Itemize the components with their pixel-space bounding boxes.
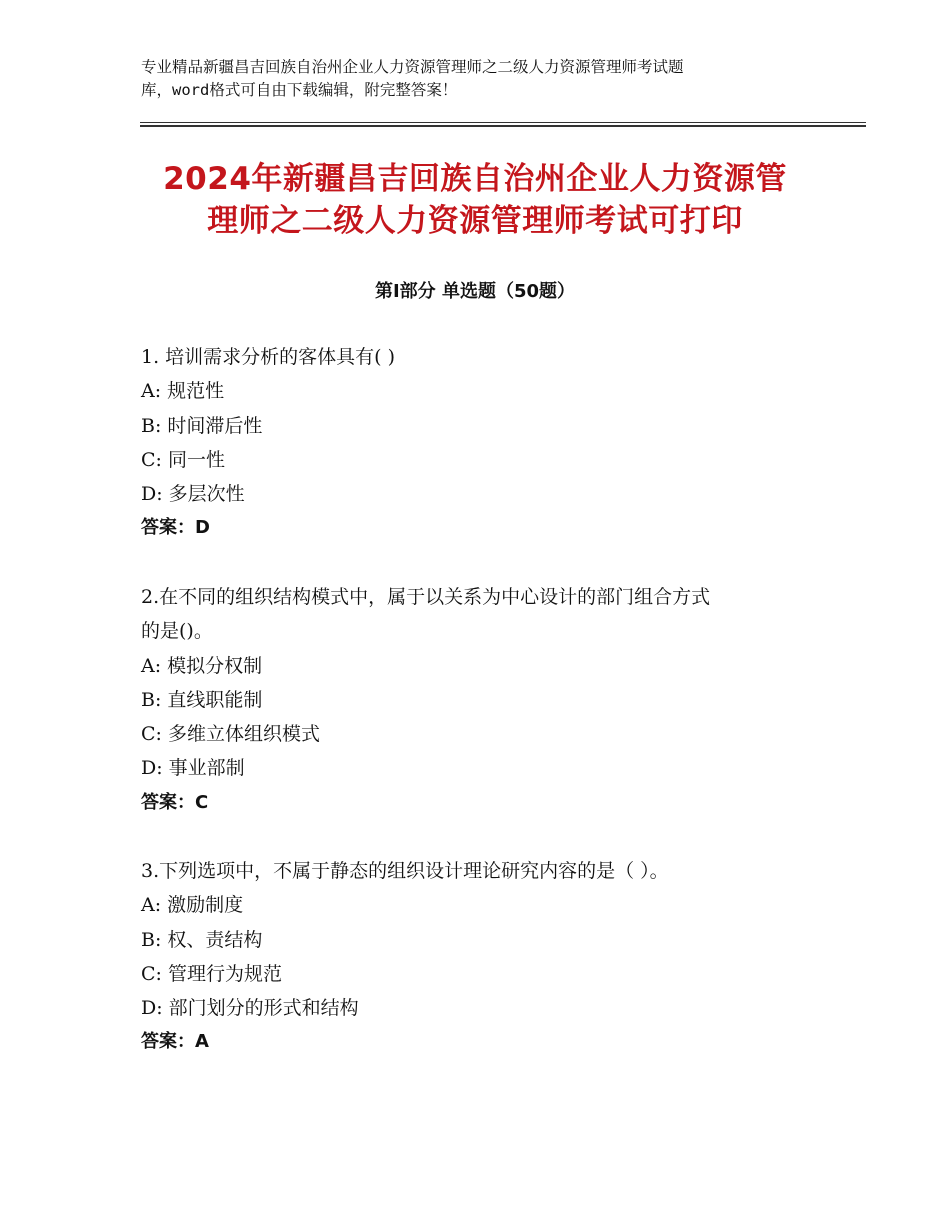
option-d: D: 部门划分的形式和结构 — [141, 997, 359, 1020]
section-heading: 第Ⅰ部分 单选题（50题） — [374, 281, 575, 302]
question-item — [141, 340, 821, 546]
document-title-line-2: 理师之二级人力资源管理师考试可打印 — [207, 203, 743, 239]
header-divider-thick — [140, 125, 866, 127]
option-d: D: 多层次性 — [141, 483, 245, 506]
document-title-line-1: 2024年新疆昌吉回族自治州企业人力资源管 — [163, 161, 787, 197]
option-b: B: 直线职能制 — [141, 688, 263, 711]
option-a: A: 模拟分权制 — [141, 654, 263, 677]
question-item — [141, 854, 821, 1060]
header-note-line-1: 专业精品新疆昌吉回族自治州企业人力资源管理师之二级人力资源管理师考试题 — [141, 58, 684, 76]
option-d: D: 事业部制 — [141, 757, 245, 780]
option-a: A: 激励制度 — [141, 894, 244, 917]
option-c: C: 多维立体组织模式 — [141, 723, 320, 746]
header-divider-thin — [140, 122, 866, 123]
document-title — [120, 158, 830, 242]
question-stem: 2.在不同的组织结构模式中，属于以关系为中心设计的部门组合方式 — [141, 586, 711, 608]
question-stem-continued: 的是()。 — [141, 620, 213, 643]
option-c: C: 管理行为规范 — [141, 962, 282, 985]
option-b: B: 权、责结构 — [141, 928, 263, 951]
answer-line: 答案：D — [141, 517, 210, 539]
answer-line: 答案：A — [141, 1031, 209, 1053]
header-note — [141, 56, 841, 102]
question-stem: 3.下列选项中，不属于静态的组织设计理论研究内容的是（ ）。 — [141, 860, 669, 882]
option-c: C: 同一性 — [141, 448, 225, 471]
question-stem: 1. 培训需求分析的客体具有( ) — [141, 346, 396, 368]
option-b: B: 时间滞后性 — [141, 414, 263, 437]
option-a: A: 规范性 — [141, 380, 225, 403]
question-item — [141, 580, 821, 820]
answer-line: 答案：C — [141, 791, 209, 813]
header-note-line-2: 库，word格式可自由下载编辑，附完整答案！ — [141, 81, 458, 99]
